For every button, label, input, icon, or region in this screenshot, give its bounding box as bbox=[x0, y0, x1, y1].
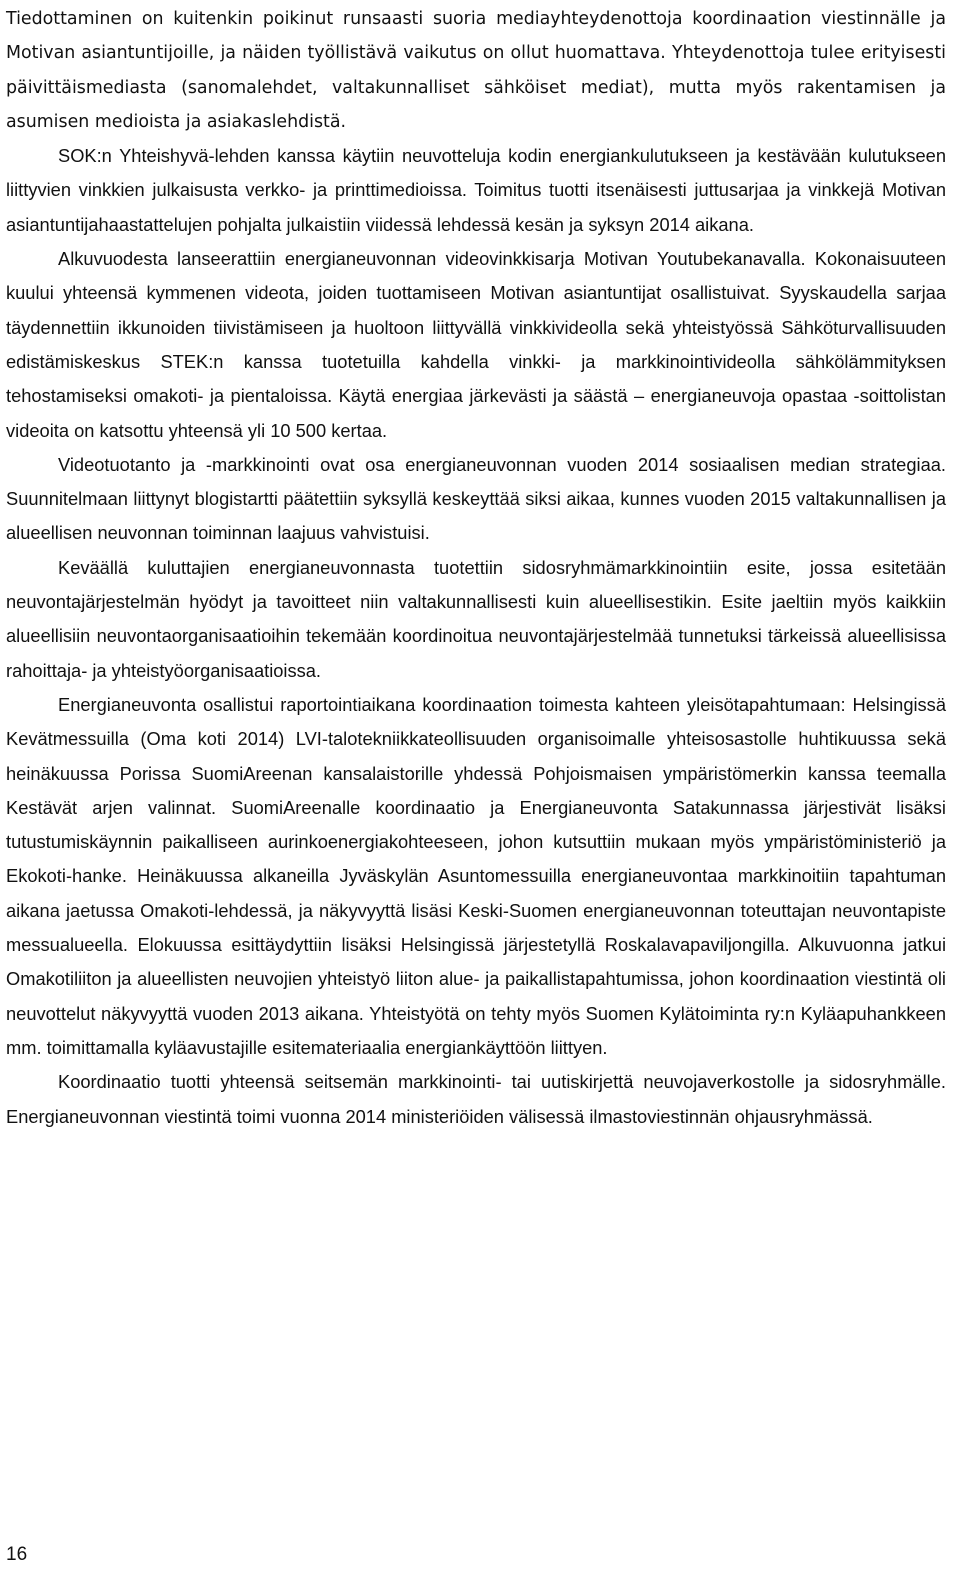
paragraph-newsletters: Koordinaatio tuotti yhteensä seitsemän markkinointi- tai uutiskirjettä neuvojaverkostolle ja sidosryhmälle. Energianeuvonnan viestintä toimi vuonna 2014 ministeriöiden välisessä ilmastoviestinnän ohjausryhmässä. bbox=[6, 1071, 946, 1127]
paragraph-social-media-strategy: Videotuotanto ja -markkinointi ovat osa energianeuvonnan vuoden 2014 sosiaalisen median strategiaa. Suunnitelmaan liittynyt blogistartti päätettiin syksyllä keskeyttää siksi aikaa, kunnes vuoden 2015 valtakunnallisen ja alueellisen neuvonnan toiminnan laajuus vahvistuisi. bbox=[6, 453, 946, 544]
paragraph-media-contacts: Tiedottaminen on kuitenkin poikinut runsaasti suoria mediayhteydenottoja koordinaation viestinnälle ja Motivan asiantuntijoille, ja näiden työllistävä vaikutus on ollut huomattava. Yhteydenottoja tulee erityisesti päivittäismediasta (sanomalehdet, valtakunnalliset sähköiset mediat), mutta myös rakentamisen ja asumisen medioista ja asiakaslehdistä. bbox=[6, 9, 946, 132]
paragraph-yhteishyva: SOK:n Yhteishyvä-lehden kanssa käytiin neuvotteluja kodin energiankulutukseen ja kestävään kulutukseen liittyvien vinkkien julkaisusta verkko- ja printtimedioissa. Toimitus tuotti itsenäisesti juttusarjaa ja vinkkejä Motivan asiantuntijahaastattelujen pohjalta julkaistiin viidessä lehdessä kesän ja syksyn 2014 aikana. bbox=[6, 145, 946, 235]
paragraph-video-series: Alkuvuodesta lanseerattiin energianeuvonnan videovinkkisarja Motivan Youtubekanavalla. Kokonaisuuteen kuului yhteensä kymmenen videota, joiden tuottamiseen Motivan asiantuntijat osallistuivat. Syyskaudella sarjaa täydennettiin ikkunoiden tiivistämiseen ja huoltoon liittyvällä vinkkivideolla sekä yhteistyössä Sähköturvallisuuden edistämiskeskus STEK:n kanssa tuotetuilla kahdella vinkki- ja markkinointivideolla sähkölämmityksen tehostamiseksi omakoti- ja pientaloissa. Käytä energiaa järkevästi ja säästä – energianeuvoja opastaa -soittolistan videoita on katsottu yhteensä yli 10 500 kertaa. bbox=[6, 248, 946, 441]
paragraph-events: Energianeuvonta osallistui raportointiaikana koordinaation toimesta kahteen yleisötapahtumaan: Helsingissä Kevätmessuilla (Oma koti 2014) LVI-talotekniikkateollisuuden organisoimalle yhteisosastolle huhtikuussa sekä heinäkuussa Porissa SuomiAreenan kansalaistorille yhdessä Pohjoismaisen ympäristömerkin kanssa teemalla Kestävät arjen valinnat. SuomiAreenalle koordinaatio ja Energianeuvonta Satakunnassa järjestivät lisäksi tutustumiskäynnin paikalliseen aurinkoenergiakohteeseen, johon kutsuttiin mukaan myös ympäristöministeriö ja Ekokoti-hanke. Heinäkuussa alkaneilla Jyväskylän Asuntomessuilla energianeuvontaa markkinoitiin tapahtuman aikana jaetussa Omakoti-lehdessä, ja näkyvyyttä lisäsi Keski-Suomen energianeuvonnan toteuttajan neuvontapiste messualueella. Elokuussa esittäydyttiin lisäksi Helsingissä järjestetyllä Roskalavapaviljongilla. Alkuvuonna jatkui Omakotiliiton ja alueellisten neuvojien yhteistyö liiton alue- ja paikallistapahtumissa, johon koordinaation viestintä oli neuvottelut näkyvyyttä vuoden 2013 aikana. Yhteistyötä on tehty myös Suomen Kylätoiminta ry:n Kyläapuhankkeen mm. toimittamalla kyläavustajille esitemateriaalia energiankäyttöön liittyen. bbox=[6, 693, 946, 1058]
paragraph-brochure: Keväällä kuluttajien energianeuvonnasta tuotettiin sidosryhmämarkkinointiin esite, jossa esitetään neuvontajärjestelmän hyödyt ja tavoitteet niin valtakunnallisesti kuin alueellisestikin. Esite jaeltiin myös kaikkiin alueellisiin neuvontaorganisaatioihin tekemään koordinoitua neuvontajärjestelmää tunnetuksi tärkeissä alueellisissa rahoittaja- ja yhteistyöorganisaatioissa. bbox=[6, 556, 946, 681]
page-number: 16 bbox=[6, 1544, 28, 1565]
